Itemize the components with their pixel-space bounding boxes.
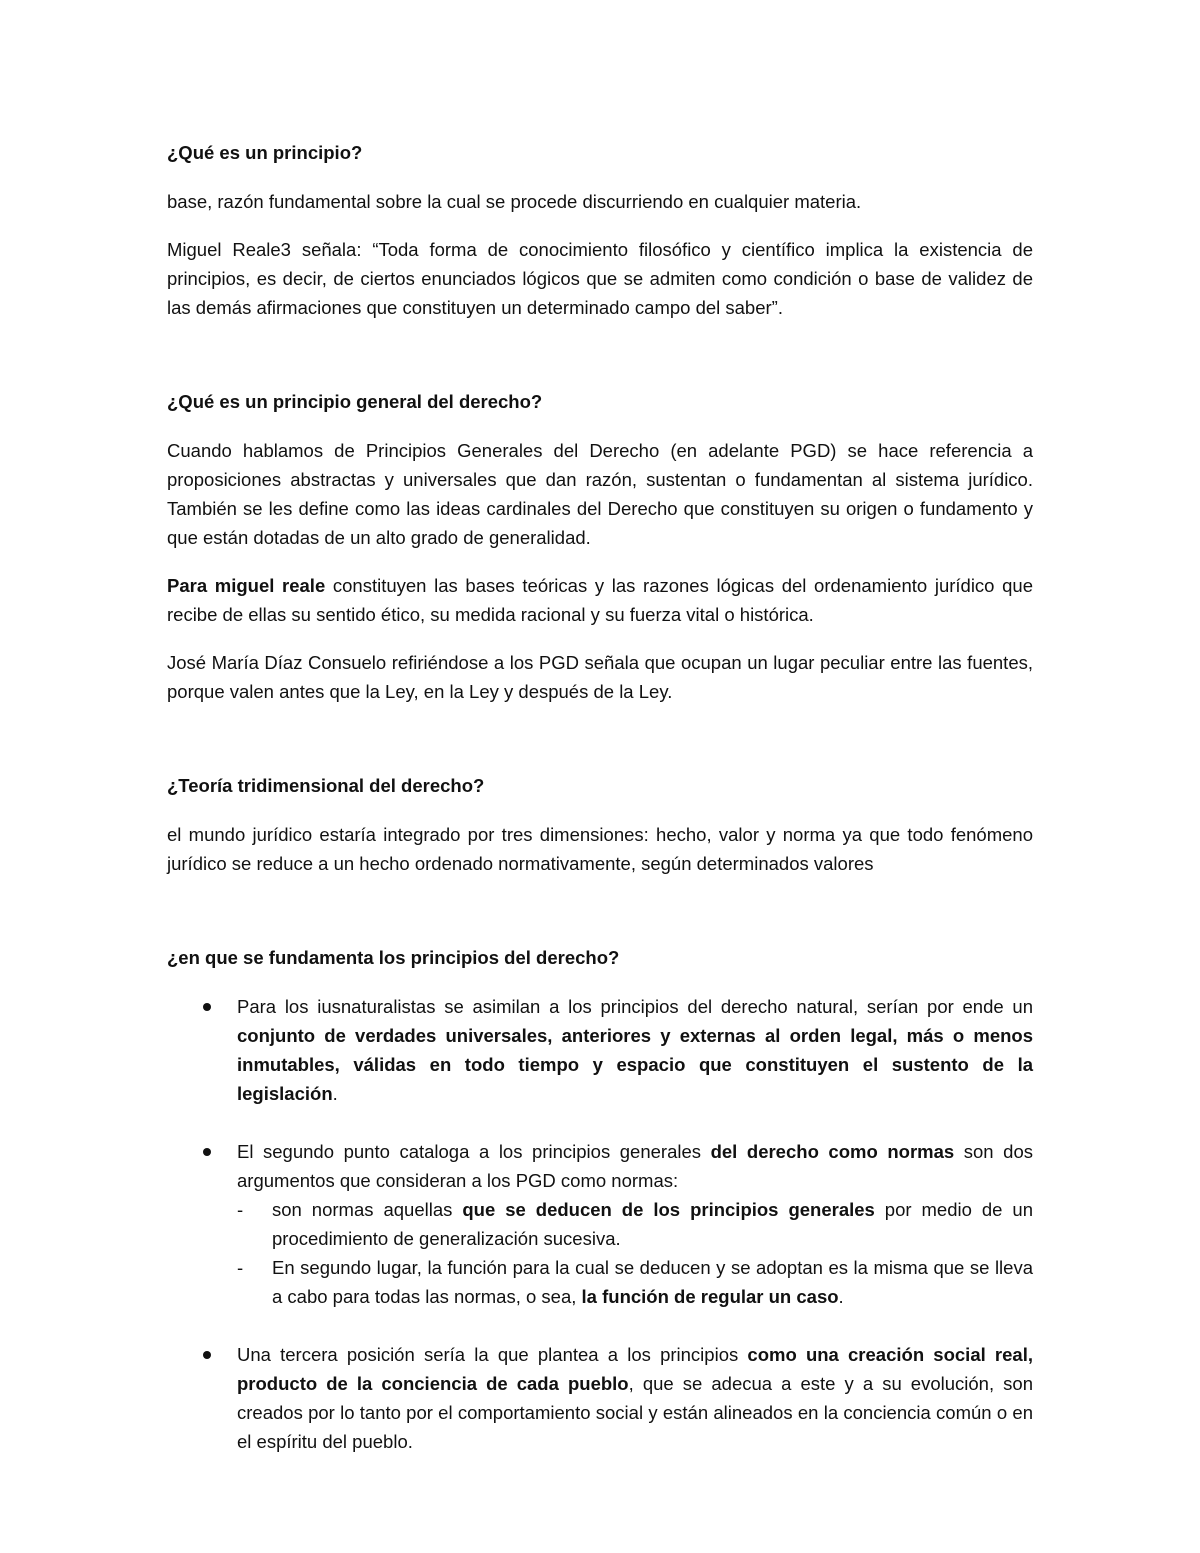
paragraph-definicion-principio: base, razón fundamental sobre la cual se procede discurriendo en cualquier materia. (167, 191, 862, 212)
dash-item-funcion (237, 1253, 1033, 1311)
bold-text: como una creación social real, producto de la conciencia de cada pueblo (237, 1344, 1033, 1394)
paragraph-miguel-reale-cita: Miguel Reale3 señala: “Toda forma de conocimiento filosófico y científico implica la existencia de principios, es decir, de ciertos enunciados lógicos que se admiten como condición o base de validez de las demás afirmaciones que constituyen un determinado campo del saber”. (167, 239, 1033, 318)
heading-teoria-tridimensional: ¿Teoría tridimensional del derecho? (167, 775, 485, 796)
spacer (167, 897, 1033, 943)
heading-principio-general-derecho: ¿Qué es un principio general del derecho? (167, 391, 543, 412)
bullet-item-creacion-social (167, 1340, 1033, 1456)
bold-text: Para miguel reale (167, 575, 326, 596)
paragraph-miguel-reale-pgd (167, 571, 1033, 629)
paragraph-text: Para los iusnaturalistas se asimilan a los principios del derecho natural, serían por ende un (237, 996, 1033, 1017)
paragraph-text: , que se adecua a este y a su evolución, son creados por lo tanto por el comportamiento social y están alineados en la conciencia común o en el espíritu del pueblo. (237, 1373, 1034, 1452)
paragraph-text: por medio de un procedimiento de generalización sucesiva. (272, 1199, 1033, 1249)
bullet-item-iusnaturalistas (167, 992, 1033, 1108)
paragraph-text: constituyen las bases teóricas y las razones lógicas del ordenamiento jurídico que recibe de ellas su sentido ético, su medida racional y su fuerza vital o histórica. (167, 575, 1033, 625)
bold-text: la función de regular un caso (581, 1286, 839, 1307)
paragraph-diaz-consuelo: José María Díaz Consuelo refiriéndose a los PGD señala que ocupan un lugar peculiar entre las fuentes, porque valen antes que la Ley, en la Ley y después de la Ley. (167, 652, 1033, 702)
paragraph-text: . (838, 1286, 844, 1307)
bullet-item-normas (167, 1137, 1033, 1311)
bold-text: conjunto de verdades universales, anteriores y externas al orden legal, más o menos inmutables, válidas en todo tiempo y espacio que constituyen el sustento de la legislación (237, 1025, 1033, 1104)
paragraph-pgd-definicion: Cuando hablamos de Principios Generales del Derecho (en adelante PGD) se hace referencia a proposiciones abstractas y universales que dan razón, sustentan o fundamentan al sistema jurídico. También se les define como las ideas cardinales del Derecho que constituyen su origen o fundamento y que están dotadas de un alto grado de generalidad. (167, 440, 1033, 548)
paragraph-teoria-tridimensional: el mundo jurídico estaría integrado por tres dimensiones: hecho, valor y norma ya que todo fenómeno jurídico se reduce a un hecho ordenado normativamente, según determinados valores (167, 824, 1033, 874)
bold-text: del derecho como normas (710, 1141, 955, 1162)
heading-fundamento-principios: ¿en que se fundamenta los principios del derecho? (167, 947, 620, 968)
dash-list (237, 1195, 1033, 1311)
heading-que-es-principio: ¿Qué es un principio? (167, 142, 363, 163)
dash-item-deducen (237, 1195, 1033, 1253)
spacer (167, 341, 1033, 387)
paragraph-text: . (332, 1083, 338, 1104)
paragraph-text: son dos argumentos que consideran a los PGD como normas: (237, 1141, 1033, 1191)
spacer (167, 725, 1033, 771)
bold-text: que se deducen de los principios generales (462, 1199, 875, 1220)
paragraph-text: El segundo punto cataloga a los principios generales (237, 1141, 711, 1162)
paragraph-text: son normas aquellas (272, 1199, 463, 1220)
bullet-list (167, 992, 1033, 1456)
paragraph-text: Una tercera posición sería la que plantea a los principios (237, 1344, 748, 1365)
paragraph-text: En segundo lugar, la función para la cual se deducen y se adoptan es la misma que se lleva a cabo para todas las normas, o sea, (272, 1257, 1033, 1307)
document-body (167, 138, 1033, 1485)
